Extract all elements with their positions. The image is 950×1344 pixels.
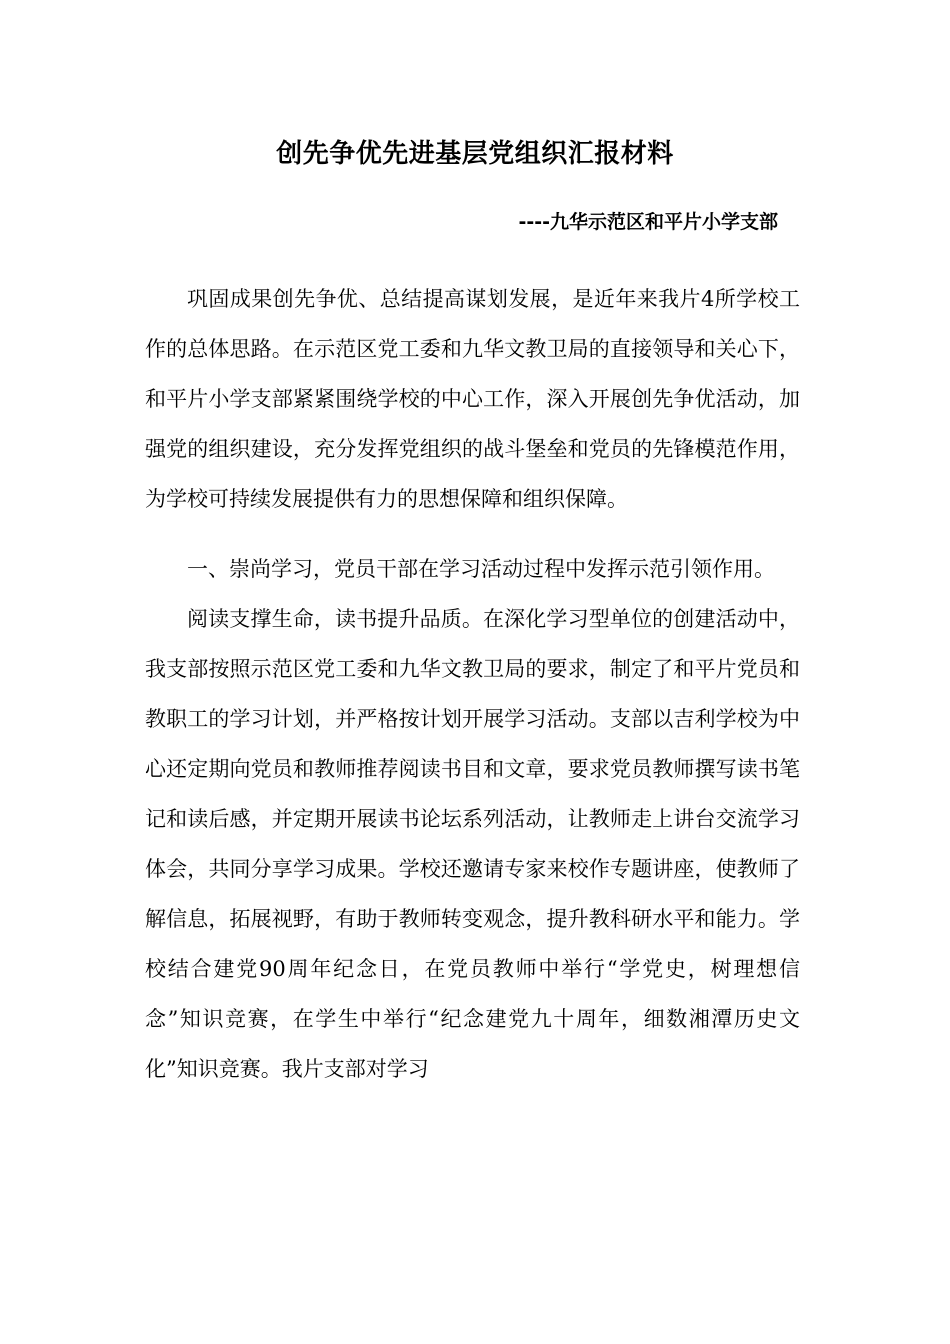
paragraph-gap xyxy=(145,524,800,544)
document-title: 创先争优先进基层党组织汇报材料 xyxy=(276,139,674,169)
section-heading: 一、崇尚学习，党员干部在学习活动过程中发挥示范引领作用。 xyxy=(187,557,775,581)
document-body xyxy=(145,274,800,1094)
intro-paragraph: 巩固成果创先争优、总结提高谋划发展，是近年来我片4所学校工作的总体思路。在示范区党工委和九华文教卫局的直接领导和关心下，和平片小学支部紧紧围绕学校的中心工作，深入开展创先争优活动，加强党的组织建设，充分发挥党组织的战斗堡垒和党员的先锋模范作用，为学校可持续发展提供有力的思想保障和组织保障。 xyxy=(145,287,800,511)
document-subtitle: ----九华示范区和平片小学支部 xyxy=(518,211,778,233)
section-paragraph: 阅读支撑生命，读书提升品质。在深化学习型单位的创建活动中，我支部按照示范区党工委和九华文教卫局的要求，制定了和平片党员和教职工的学习计划，并严格按计划开展学习活动。支部以吉利学校为中心还定期向党员和教师推荐阅读书目和文章，要求党员教师撰写读书笔记和读后感，并定期开展读书论坛系列活动，让教师走上讲台交流学习体会，共同分享学习成果。学校还邀请专家来校作专题讲座，使教师了解信息，拓展视野，有助于教师转变观念，提升教科研水平和能力。学校结合建党90周年纪念日，在党员教师中举行“学党史，树理想信念”知识竞赛，在学生中举行“纪念建党九十周年，细数湘潭历史文化”知识竞赛。我片支部对学习 xyxy=(145,607,800,1081)
